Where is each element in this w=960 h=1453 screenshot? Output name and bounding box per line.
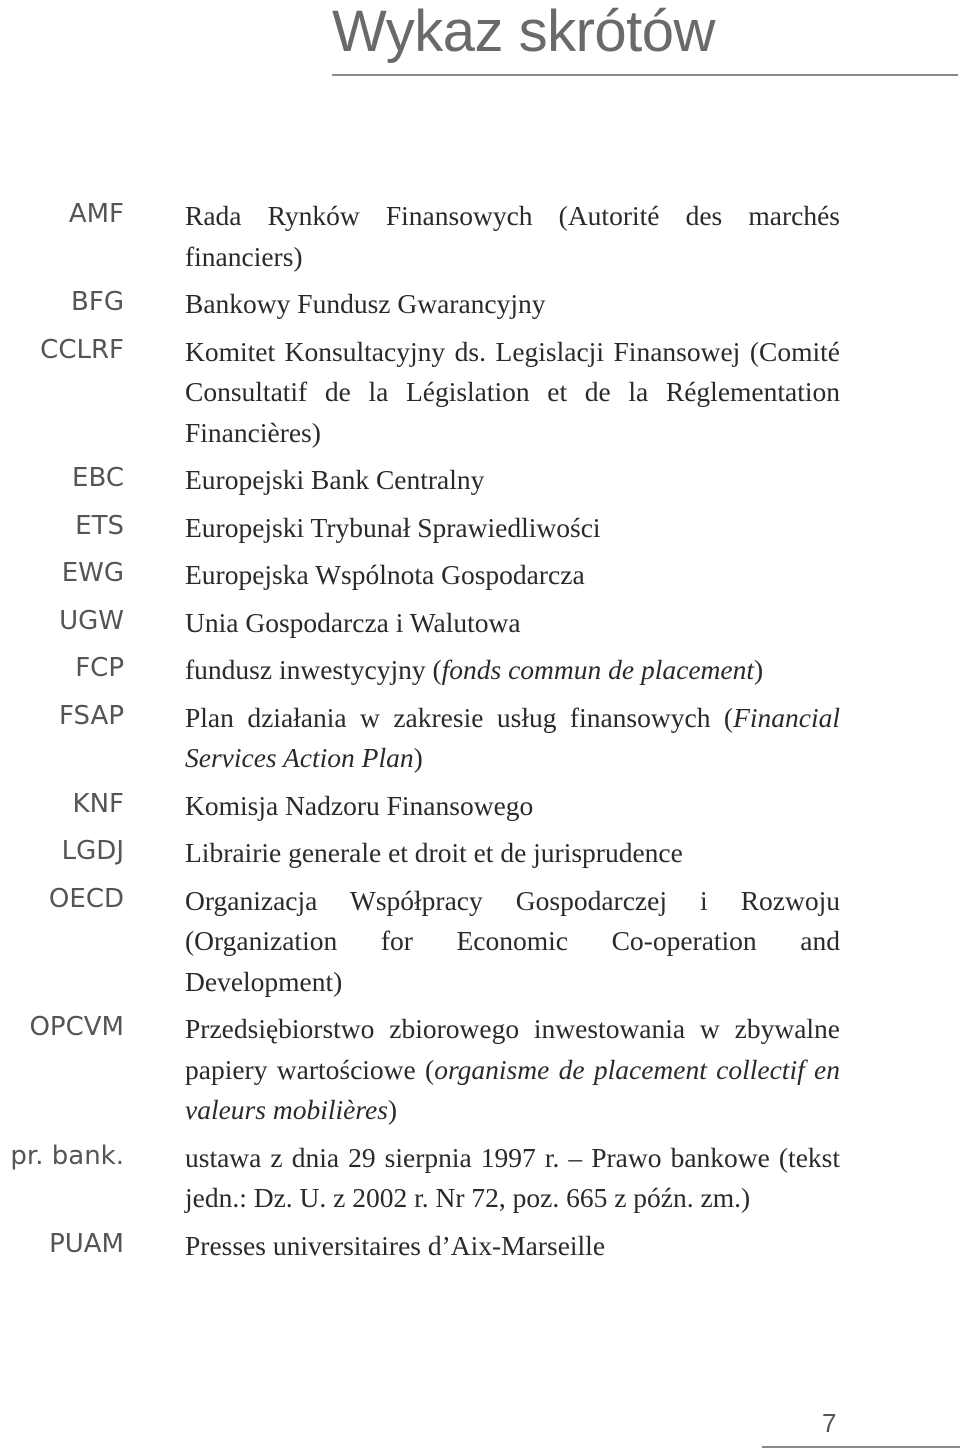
abbreviation-entry (0, 1138, 960, 1219)
abbreviation-entry (0, 284, 960, 325)
definition-segment: Presses universitaires d’Aix-Marseille (185, 1229, 606, 1261)
abbreviation-entry (0, 508, 960, 549)
abbreviation-term: FSAP (59, 700, 124, 731)
abbreviation-term: EBC (72, 463, 124, 493)
abbreviation-entry (0, 196, 960, 277)
definition-segment: ) (753, 654, 764, 685)
abbreviation-term: OPCVM (29, 1012, 124, 1042)
definition-segment: Bankowy Fundusz Gwarancyjny (185, 288, 546, 319)
definition-segment: Rada Rynków Finansowych (Autorité des marchés financiers) (185, 200, 840, 272)
abbreviation-definition (185, 460, 840, 501)
definition-segment: Europejski Bank Centralny (185, 464, 485, 495)
abbreviation-term: LGDJ (61, 836, 124, 866)
abbreviation-term: pr. bank. (10, 1140, 124, 1171)
abbreviation-definition (185, 1009, 840, 1131)
abbreviation-entry (0, 1226, 960, 1267)
abbreviation-entry (0, 1009, 960, 1131)
definition-segment: Europejski Trybunał Sprawiedliwości (185, 511, 601, 543)
abbreviation-term: KNF (72, 788, 124, 819)
definition-italic-segment: fonds commun de placement (441, 654, 754, 685)
abbreviation-term: ETS (75, 510, 124, 541)
definition-segment: ustawa z dnia 29 sierpnia 1997 r. – Prawo bankowe (tekst jedn.: Dz. U. z 2002 r. Nr 72, poz. 665 z późn. zm.) (185, 1141, 840, 1213)
definition-italic-segment: Financial Services Action Plan (185, 701, 840, 773)
abbreviation-term: PUAM (49, 1228, 124, 1259)
abbreviation-entry (0, 555, 960, 596)
abbreviation-entry (0, 698, 960, 779)
definition-segment: ) (387, 1094, 398, 1125)
abbreviation-entry (0, 460, 960, 501)
definition-segment: Plan działania w zakresie usług finansowych ( (185, 701, 734, 733)
abbreviation-term: FCP (75, 653, 124, 683)
abbreviation-term: UGW (59, 605, 124, 636)
abbreviation-definition (185, 196, 840, 277)
abbreviation-entry (0, 786, 960, 827)
abbreviation-definition (185, 1138, 840, 1219)
abbreviation-definition (185, 284, 840, 325)
abbreviation-entry (0, 332, 960, 454)
abbreviation-term: EWG (61, 558, 124, 588)
definition-segment: fundusz inwestycyjny ( (185, 654, 442, 685)
abbreviation-definition (185, 650, 840, 691)
abbreviation-definition (185, 332, 840, 454)
abbreviation-term: BFG (71, 287, 124, 317)
abbreviation-entry (0, 881, 960, 1003)
abbreviation-entry (0, 603, 960, 644)
title-rule (332, 74, 958, 76)
definition-segment: Komitet Konsultacyjny ds. Legislacji Finansowej (Comité Consultatif de la Législation et de la Réglementation Financières) (185, 335, 840, 448)
abbreviation-term: CCLRF (40, 334, 124, 365)
abbreviation-definition (185, 555, 840, 596)
abbreviation-entry (0, 833, 960, 874)
abbreviation-entry (0, 650, 960, 691)
definition-segment: Przedsiębiorstwo zbiorowego inwestowania w zbywalne papiery wartościowe ( (185, 1013, 840, 1085)
abbreviation-list (0, 196, 960, 1273)
abbreviation-definition (185, 603, 840, 644)
page-title: Wykaz skrótów (332, 0, 715, 64)
abbreviation-definition (185, 786, 840, 827)
definition-segment: Librairie generale et droit et de jurisprudence (185, 837, 683, 868)
definition-segment: Europejska Wspólnota Gospodarcza (185, 559, 585, 590)
abbreviation-definition (185, 833, 840, 874)
abbreviation-term: OECD (48, 883, 124, 914)
page-number: 7 (822, 1408, 837, 1438)
definition-segment: Organizacja Współpracy Gospodarczej i Rozwoju (Organization for Economic Co-operation and Development) (185, 884, 840, 997)
definition-segment: Komisja Nadzoru Finansowego (185, 789, 534, 821)
definition-segment: Unia Gospodarcza i Walutowa (185, 606, 521, 638)
abbreviation-definition (185, 881, 840, 1003)
abbreviation-term: AMF (68, 199, 124, 229)
definition-italic-segment: organisme de placement collectif en valeurs mobilières (185, 1053, 840, 1125)
definition-segment: ) (413, 742, 423, 773)
footer-rule (762, 1446, 960, 1448)
abbreviation-definition (185, 698, 840, 779)
abbreviation-definition (185, 1226, 840, 1267)
abbreviation-definition (185, 508, 840, 549)
